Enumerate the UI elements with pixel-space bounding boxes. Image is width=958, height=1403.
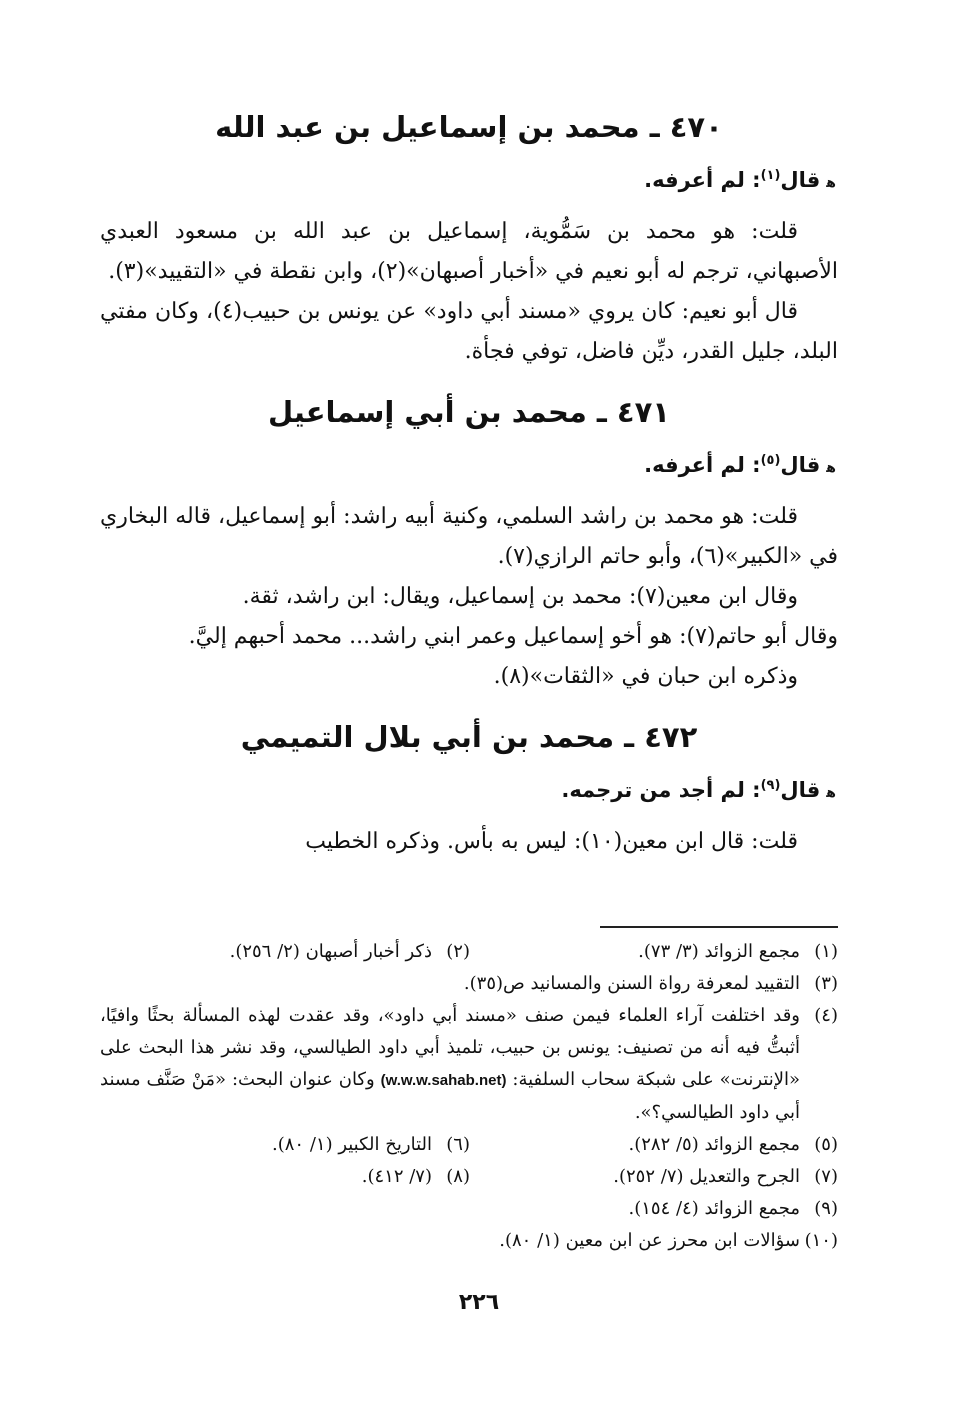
said-text: : لم أجد من ترجمه. xyxy=(561,778,761,802)
footnote-text: مجمع الزوائد (٥/ ٢٨٢). xyxy=(628,1134,800,1155)
footnote-row xyxy=(100,1000,838,1129)
entry-title: ٤٧٢ ـ محمد بن أبي بلال التميمي xyxy=(240,720,698,754)
footnote-row xyxy=(100,1193,838,1225)
footnote-text: وقد اختلفت آراء العلماء فيمن صنف «مسند أبي داود»، وقد عقدت لهذه المسألة بحثًا وافيًا، أثبتُّ فيه أنه من تصنيف: يونس بن حبيب، تلميذ أبي داود الطيالسي، وقد نشر هذا البحث على «الإنترنت» على شبكة سحاب السلفية: xyxy=(100,1005,800,1090)
entry-title: ٤٧١ ـ محمد بن أبي إسماعيل xyxy=(267,395,671,429)
footnote-divider xyxy=(600,926,838,928)
footnotes xyxy=(100,936,838,1257)
footnote-row xyxy=(100,1225,838,1257)
footnote-url: (w.w.w.sahab.net) xyxy=(380,1072,507,1089)
said-word: قال xyxy=(780,168,821,192)
footnote-ref: (٩) xyxy=(760,778,781,793)
entry-470 xyxy=(100,105,838,372)
said-line xyxy=(100,448,838,485)
footnote-row xyxy=(100,936,838,968)
footnote-number: (١) xyxy=(814,941,838,962)
footnote-number: (٤) xyxy=(814,1005,838,1026)
footnote-number: (٦) xyxy=(446,1134,470,1155)
bullet-mark-icon: ﻫ xyxy=(826,460,836,476)
footnote-number: (١٠) xyxy=(804,1230,838,1251)
footnote-number: (٧) xyxy=(814,1166,838,1187)
footnote-text: التقييد لمعرفة رواة السنن والمسانيد ص(٣٥). xyxy=(463,973,800,994)
footnote-text: مجمع الزوائد (٤/ ١٥٤). xyxy=(628,1198,800,1219)
page-body xyxy=(100,105,838,872)
footnote-ref: (١) xyxy=(760,168,781,183)
bullet-mark-icon: ﻫ xyxy=(826,175,836,191)
said-line xyxy=(100,773,838,810)
footnote-number: (٨) xyxy=(446,1166,470,1187)
footnote-row xyxy=(100,968,838,1000)
paragraph: قلت: هو محمد بن سَمُّوية، إسماعيل بن عبد الله بن مسعود العبدي الأصبهاني، ترجم له أبو نعيم في «أخبار أصبهان»(٢)، وابن نقطة في «التقييد»(٣). xyxy=(100,219,838,284)
said-word: قال xyxy=(780,453,821,477)
footnote-number: (٩) xyxy=(814,1198,838,1219)
paragraph: وقال أبو حاتم(٧): هو أخو إسماعيل وعمر ابني راشد... محمد أحبهم إليَّ. xyxy=(188,624,838,649)
footnote-number: (٥) xyxy=(814,1134,838,1155)
paragraph: وذكره ابن حبان في «الثقات»(٨). xyxy=(493,664,798,689)
footnote-text: سؤالات ابن محرز عن ابن معين (١/ ٨٠). xyxy=(499,1230,800,1251)
footnote-number: (٣) xyxy=(814,973,838,994)
entry-471 xyxy=(100,390,838,697)
said-word: قال xyxy=(780,778,821,802)
paragraph: قلت: قال ابن معين(١٠): ليس به بأس. وذكره الخطيب xyxy=(305,829,798,854)
footnote-row xyxy=(100,1129,838,1161)
entry-472 xyxy=(100,715,838,862)
footnote-row xyxy=(100,1161,838,1193)
bullet-mark-icon: ﻫ xyxy=(826,785,836,801)
paragraph: وقال ابن معين(٧): محمد بن إسماعيل، ويقال: ابن راشد، ثقة. xyxy=(242,584,798,609)
paragraph: قال أبو نعيم: كان يروي «مسند أبي داود» عن يونس بن حبيب(٤)، وكان مفتي البلد، جليل القدر، ديِّن فاضل، توفي فجأة. xyxy=(100,299,838,364)
footnote-text: (٧/ ٤١٢). xyxy=(361,1166,432,1187)
entry-title: ٤٧٠ ـ محمد بن إسماعيل بن عبد الله xyxy=(215,110,723,144)
footnote-text: ذكر أخبار أصبهان (٢/ ٢٥٦). xyxy=(229,941,432,962)
footnote-text: التاريخ الكبير (١/ ٨٠). xyxy=(272,1134,432,1155)
footnote-ref: (٥) xyxy=(760,453,781,468)
footnote-text: الجرح والتعديل (٧/ ٢٥٢). xyxy=(613,1166,800,1187)
page-number: ٢٢٦ xyxy=(458,1290,500,1315)
said-text: : لم أعرفه. xyxy=(644,453,761,477)
footnote-text: وكان عنوان البحث: «مَنْ صَنَّف مسند أبي داود الطيالسي؟». xyxy=(100,1069,800,1123)
paragraph: قلت: هو محمد بن راشد السلمي، وكنية أبيه راشد: أبو إسماعيل، قاله البخاري في «الكبير»(٦)، وأبو حاتم الرازي(٧). xyxy=(100,504,838,569)
footnote-number: (٢) xyxy=(446,941,470,962)
said-text: : لم أعرفه. xyxy=(644,168,761,192)
footnote-text: مجمع الزوائد (٣/ ٧٣). xyxy=(638,941,800,962)
said-line xyxy=(100,163,838,200)
